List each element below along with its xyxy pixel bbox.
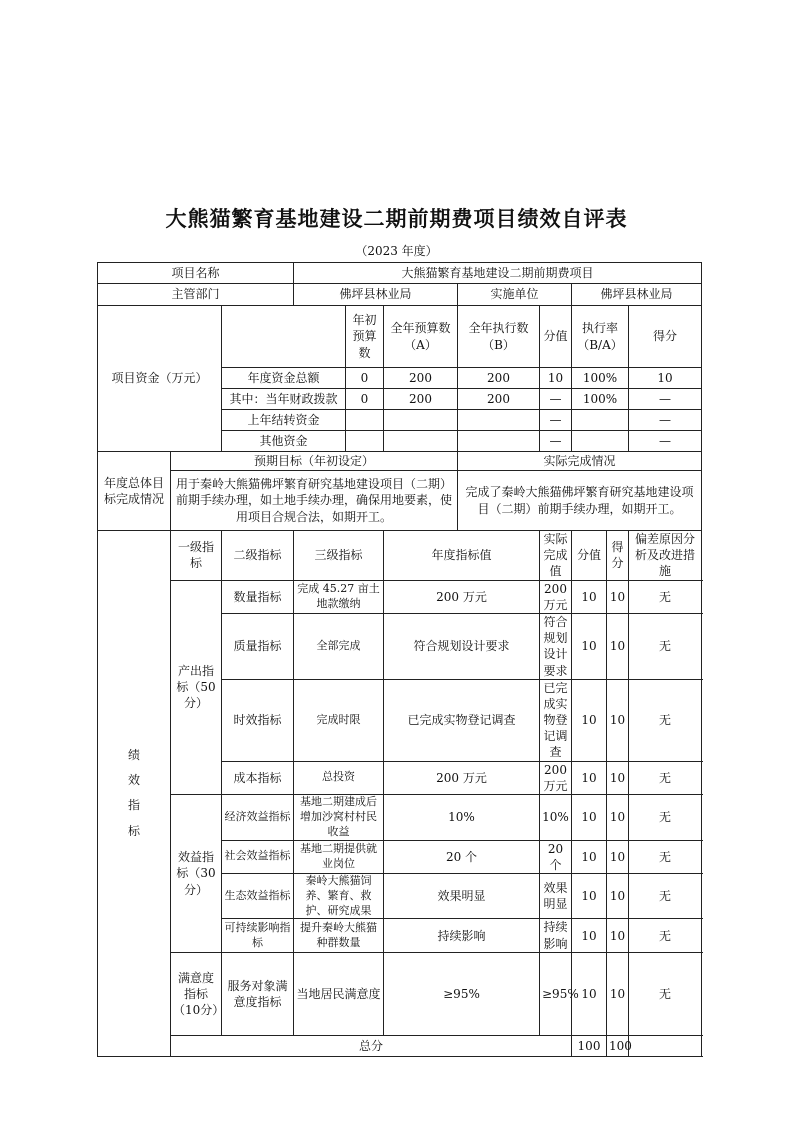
perf-label <box>98 531 171 1057</box>
perf-header-score-value: 分值 <box>572 531 607 581</box>
perf-score-value: 10 <box>572 840 607 873</box>
perf-score: 10 <box>607 952 629 1035</box>
perf-target: 200 万元 <box>384 761 540 794</box>
perf-group-satisfaction: 满意度指标（10分） <box>171 952 222 1035</box>
perf-target: 200 万元 <box>384 580 540 613</box>
perf-score: 10 <box>607 580 629 613</box>
perf-note: 无 <box>629 873 702 919</box>
funds-executed <box>458 431 540 452</box>
perf-l2: 经济效益指标 <box>222 795 294 841</box>
funds-budget: 200 <box>384 368 458 389</box>
perf-note: 无 <box>629 580 702 613</box>
perf-header-note: 偏差原因分析及改进措施 <box>629 531 702 581</box>
perf-l2: 社会效益指标 <box>222 840 294 873</box>
perf-note: 无 <box>629 679 702 761</box>
perf-l2: 质量指标 <box>222 613 294 679</box>
impl-label: 实施单位 <box>458 284 572 306</box>
perf-target: 10% <box>384 795 540 841</box>
perf-score-value: 10 <box>572 795 607 841</box>
funds-executed <box>458 410 540 431</box>
funds-header-score: 得分 <box>629 306 702 368</box>
total-score: 100 <box>607 1035 629 1056</box>
funds-row-label: 其他资金 <box>222 431 346 452</box>
funds-score: 10 <box>629 368 702 389</box>
funds-header-budget: 全年预算数（A） <box>384 306 458 368</box>
perf-l2: 成本指标 <box>222 761 294 794</box>
goals-label: 年度总体目标完成情况 <box>98 452 171 531</box>
perf-actual: 200 万元 <box>540 761 572 794</box>
perf-actual: 10% <box>540 795 572 841</box>
perf-actual: 20 个 <box>540 840 572 873</box>
perf-score: 10 <box>607 761 629 794</box>
perf-note: 无 <box>629 952 702 1035</box>
perf-score-value: 10 <box>572 613 607 679</box>
perf-target: 持续影响 <box>384 919 540 952</box>
funds-header-blank <box>222 306 346 368</box>
perf-l3: 完成时限 <box>294 679 384 761</box>
perf-header-actual: 实际完成值 <box>540 531 572 581</box>
perf-l3: 总投资 <box>294 761 384 794</box>
funds-initial <box>346 410 384 431</box>
perf-group-output: 产出指标（50分） <box>171 580 222 794</box>
perf-group-benefit: 效益指标（30分） <box>171 795 222 953</box>
perf-header-l3: 三级指标 <box>294 531 384 581</box>
funds-initial: 0 <box>346 389 384 410</box>
funds-score-value: — <box>540 431 572 452</box>
funds-budget <box>384 410 458 431</box>
perf-target: 已完成实物登记调查 <box>384 679 540 761</box>
perf-l3: 当地居民满意度 <box>294 952 384 1035</box>
perf-note: 无 <box>629 613 702 679</box>
funds-row-label: 年度资金总额 <box>222 368 346 389</box>
perf-actual: 已完成实物登记调查 <box>540 679 572 761</box>
perf-actual: 200 万元 <box>540 580 572 613</box>
perf-actual: 效果明显 <box>540 873 572 919</box>
perf-target: 20 个 <box>384 840 540 873</box>
perf-note: 无 <box>629 919 702 952</box>
perf-score-value: 10 <box>572 873 607 919</box>
funds-score: — <box>629 389 702 410</box>
year-label: （2023 年度） <box>355 244 438 258</box>
funds-initial: 0 <box>346 368 384 389</box>
funds-label: 项目资金（万元） <box>98 306 222 452</box>
perf-l2: 时效指标 <box>222 679 294 761</box>
goals-expected-text: 用于秦岭大熊猫佛坪繁育研究基地建设项目（二期）前期手续办理，如土地手续办理，确保用地要素，使用项目合规合法，如期开工。 <box>171 471 458 531</box>
perf-note: 无 <box>629 761 702 794</box>
funds-rate <box>572 410 629 431</box>
perf-note: 无 <box>629 795 702 841</box>
funds-rate: 100% <box>572 389 629 410</box>
funds-budget <box>384 431 458 452</box>
funds-initial <box>346 431 384 452</box>
perf-label-text: 绩效指标 <box>127 748 140 838</box>
project-name-label: 项目名称 <box>98 263 294 284</box>
performance-table <box>97 262 702 1057</box>
perf-l3: 基地二期提供就业岗位 <box>294 840 384 873</box>
project-name-value: 大熊猫繁育基地建设二期前期费项目 <box>294 263 702 284</box>
funds-header-executed: 全年执行数（B） <box>458 306 540 368</box>
perf-l3: 完成 45.27 亩土地款缴纳 <box>294 580 384 613</box>
perf-l3: 提升秦岭大熊猫种群数量 <box>294 919 384 952</box>
dept-value: 佛坪县林业局 <box>294 284 458 306</box>
perf-score-value: 10 <box>572 580 607 613</box>
perf-note: 无 <box>629 840 702 873</box>
perf-header-l2: 二级指标 <box>222 531 294 581</box>
perf-actual: 持续影响 <box>540 919 572 952</box>
funds-row-label: 上年结转资金 <box>222 410 346 431</box>
total-label: 总分 <box>171 1035 572 1056</box>
goals-expected-header: 预期目标（年初设定） <box>171 452 458 471</box>
perf-score: 10 <box>607 679 629 761</box>
document-title: 大熊猫繁育基地建设二期前期费项目绩效自评表 <box>165 206 628 231</box>
perf-l2: 可持续影响指标 <box>222 919 294 952</box>
funds-score-value: — <box>540 389 572 410</box>
funds-score: — <box>629 431 702 452</box>
perf-actual: ≥95% <box>540 952 572 1035</box>
funds-header-initial: 年初预算数 <box>346 306 384 368</box>
funds-rate <box>572 431 629 452</box>
funds-score: — <box>629 410 702 431</box>
perf-score-value: 10 <box>572 761 607 794</box>
perf-l3: 秦岭大熊猫饲养、繁育、救护、研究成果 <box>294 873 384 919</box>
perf-header-score: 得分 <box>607 531 629 581</box>
perf-l2: 生态效益指标 <box>222 873 294 919</box>
funds-rate: 100% <box>572 368 629 389</box>
total-score-value: 100 <box>572 1035 607 1056</box>
impl-value: 佛坪县林业局 <box>572 284 702 306</box>
funds-budget: 200 <box>384 389 458 410</box>
perf-score: 10 <box>607 840 629 873</box>
funds-score-value: — <box>540 410 572 431</box>
perf-header-target: 年度指标值 <box>384 531 540 581</box>
perf-target: 符合规划设计要求 <box>384 613 540 679</box>
goals-actual-header: 实际完成情况 <box>458 452 702 471</box>
goals-actual-text: 完成了秦岭大熊猫佛坪繁育研究基地建设项目（二期）前期手续办理，如期开工。 <box>458 471 702 531</box>
perf-score-value: 10 <box>572 919 607 952</box>
funds-executed: 200 <box>458 389 540 410</box>
funds-header-rate: 执行率（B/A） <box>572 306 629 368</box>
funds-executed: 200 <box>458 368 540 389</box>
perf-score-value: 10 <box>572 952 607 1035</box>
funds-score-value: 10 <box>540 368 572 389</box>
perf-target: 效果明显 <box>384 873 540 919</box>
perf-actual: 符合规划设计要求 <box>540 613 572 679</box>
perf-l2: 数量指标 <box>222 580 294 613</box>
perf-score: 10 <box>607 873 629 919</box>
perf-l2: 服务对象满意度指标 <box>222 952 294 1035</box>
funds-header-score-value: 分值 <box>540 306 572 368</box>
perf-score: 10 <box>607 613 629 679</box>
perf-score: 10 <box>607 919 629 952</box>
perf-score: 10 <box>607 795 629 841</box>
perf-score-value: 10 <box>572 679 607 761</box>
funds-row-label: 其中：当年财政拨款 <box>222 389 346 410</box>
dept-label: 主管部门 <box>98 284 294 306</box>
perf-l3: 基地二期建成后增加沙窝村村民收益 <box>294 795 384 841</box>
perf-header-l1: 一级指标 <box>171 531 222 581</box>
total-note-blank <box>629 1035 702 1056</box>
perf-target: ≥95% <box>384 952 540 1035</box>
perf-l3: 全部完成 <box>294 613 384 679</box>
